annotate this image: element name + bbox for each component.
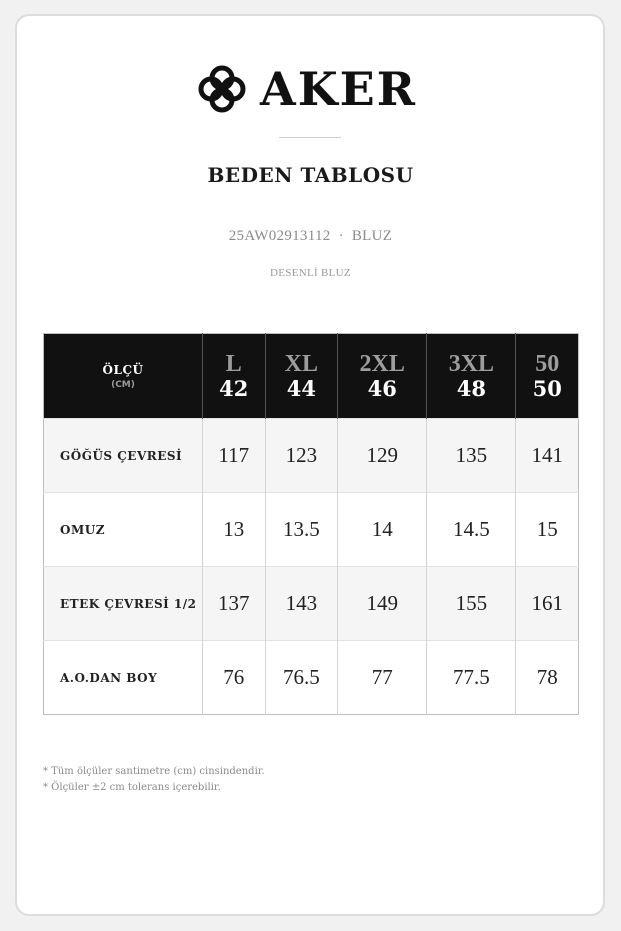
- table-cell: 13.5: [265, 493, 338, 567]
- table-cell: 129: [338, 419, 427, 493]
- footnote: * Ölçüler ±2 cm tolerans içerebilir.: [43, 782, 221, 793]
- table-cell: 14.5: [427, 493, 516, 567]
- size-header: [203, 334, 266, 419]
- size-number: 48: [456, 376, 486, 402]
- table-cell: 149: [338, 567, 427, 641]
- footnotes: [43, 764, 265, 796]
- table-header-row: [44, 334, 579, 419]
- size-header: [265, 334, 338, 419]
- size-name: L: [225, 350, 242, 377]
- brand-name: AKER: [260, 62, 417, 116]
- row-label: ETEK ÇEVRESİ 1/2: [44, 567, 203, 641]
- row-label: A.O.DAN BOY: [44, 641, 203, 715]
- product-code: 25AW02913112: [228, 228, 331, 244]
- product-code-line: [0, 228, 621, 245]
- table-cell: 76: [203, 641, 266, 715]
- table-cell: 123: [265, 419, 338, 493]
- table-cell: 76.5: [265, 641, 338, 715]
- table-cell: 14: [338, 493, 427, 567]
- size-header: [338, 334, 427, 419]
- table-row: [44, 419, 579, 493]
- table-cell: 143: [265, 567, 338, 641]
- footnote: * Tüm ölçüler santimetre (cm) cinsindendir.: [43, 766, 265, 777]
- size-table: [43, 333, 579, 715]
- table-row: [44, 641, 579, 715]
- table-row: [44, 567, 579, 641]
- table-cell: 77: [338, 641, 427, 715]
- knot-logo-icon: [196, 63, 248, 115]
- size-header: [516, 334, 579, 419]
- brand-logo: [196, 60, 417, 118]
- table-cell: 15: [516, 493, 579, 567]
- row-label: OMUZ: [44, 493, 203, 567]
- table-cell: 78: [516, 641, 579, 715]
- table-cell: 161: [516, 567, 579, 641]
- size-number: 50: [532, 376, 562, 402]
- table-cell: 137: [203, 567, 266, 641]
- size-name: XL: [284, 350, 318, 377]
- size-name: 3XL: [448, 350, 495, 377]
- size-header: [427, 334, 516, 419]
- size-number: 42: [219, 376, 249, 402]
- size-number: 46: [367, 376, 397, 402]
- measure-header-label: ÖLÇÜ: [102, 362, 144, 377]
- table-row: [44, 493, 579, 567]
- table-cell: 13: [203, 493, 266, 567]
- page-title: BEDEN TABLOSU: [207, 163, 414, 187]
- separator: ·: [338, 228, 344, 244]
- table-cell: 77.5: [427, 641, 516, 715]
- divider: [279, 137, 341, 138]
- table-cell: 117: [203, 419, 266, 493]
- table-cell: 155: [427, 567, 516, 641]
- table-cell: 141: [516, 419, 579, 493]
- measure-header-unit: (CM): [111, 379, 135, 390]
- product-category: BLUZ: [351, 228, 393, 244]
- size-name: 50: [535, 350, 560, 377]
- size-number: 44: [286, 376, 316, 402]
- measure-header: [44, 334, 203, 419]
- product-description: DESENLİ BLUZ: [270, 267, 351, 279]
- row-label: GÖĞÜS ÇEVRESİ: [44, 419, 203, 493]
- table-cell: 135: [427, 419, 516, 493]
- size-name: 2XL: [359, 350, 405, 377]
